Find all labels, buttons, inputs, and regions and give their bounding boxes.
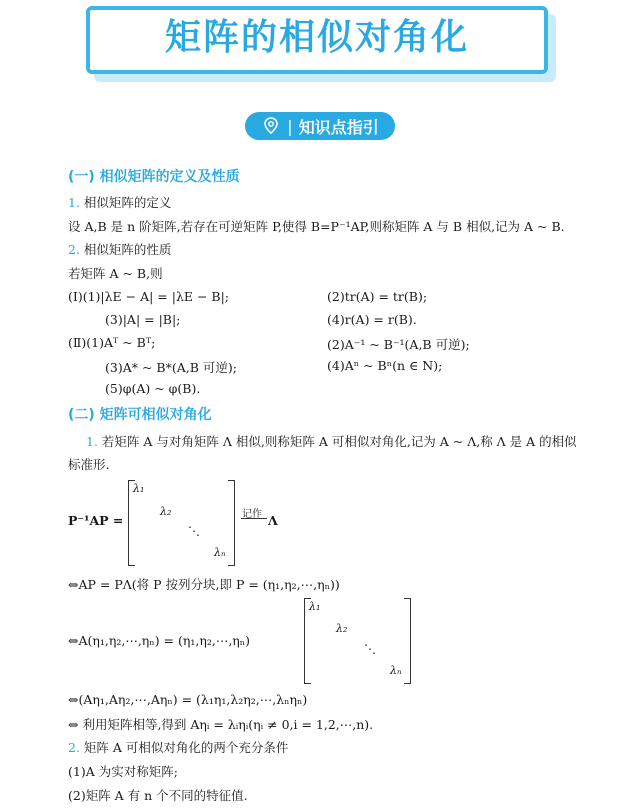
matrix-entry: λₙ [214, 546, 226, 559]
matrix-equation-lhs: P⁻¹AP = [68, 513, 124, 528]
equivalence-step-3: ⇔(Aη₁,Aη₂,⋯,Aηₙ) = (λ₁η₁,λ₂η₂,⋯,λₙηₙ) [68, 692, 308, 707]
lambda-symbol: Λ [268, 513, 278, 528]
pill-separator: | [287, 116, 293, 136]
subheading-number: 1. [86, 434, 98, 449]
diagonalization-line-2: 标准形. [68, 457, 110, 472]
diagonalization-definition [86, 432, 577, 450]
property-i-1: (Ⅰ)(1)|λE − A| = |λE − B|; [68, 289, 230, 304]
property-i-3: (3)|A| = |B|; [105, 312, 181, 327]
condition-2: (2)矩阵 A 有 n 个不同的特征值. [68, 788, 248, 803]
section-pill [245, 112, 395, 140]
subheading-definition [68, 193, 171, 211]
equivalence-step-2: ⇔A(η₁,η₂,⋯,ηₙ) = (η₁,η₂,⋯,ηₙ) [68, 633, 251, 648]
pill-label: 知识点指引 [298, 117, 379, 137]
subheading-text: 矩阵 A 可相似对角化的两个充分条件 [83, 740, 289, 755]
property-ii-2: (2)A⁻¹ ~ B⁻¹(A,B 可逆); [327, 337, 470, 352]
matrix-dots: ⋱ [364, 642, 376, 656]
section-heading-2: (二) 矩阵可相似对角化 [68, 407, 212, 423]
equivalence-step-4: ⇔ 利用矩阵相等,得到 Aηᵢ = λᵢηᵢ(ηᵢ ≠ 0,i = 1,2,⋯,n). [68, 717, 374, 732]
location-pin-icon [261, 116, 281, 136]
definition-text: 设 A,B 是 n 阶矩阵,若存在可逆矩阵 P,使得 B=P⁻¹AP,则称矩阵 A 与 B 相似,记为 A ~ B. [68, 219, 565, 234]
matrix-entry: λ₂ [336, 622, 348, 635]
diagonalization-line-1: 若矩阵 A 与对角矩阵 Λ 相似,则称矩阵 A 可相似对角化,记为 A ~ Λ,称 Λ 是 A 的相似 [101, 434, 577, 449]
matrix-entry: λ₁ [133, 482, 145, 495]
property-i-4: (4)r(A) = r(B). [327, 312, 417, 327]
subheading-text: 相似矩阵的定义 [83, 195, 172, 210]
matrix-dots: ⋱ [188, 524, 200, 538]
section-heading-1: (一) 相似矩阵的定义及性质 [68, 169, 240, 185]
matrix-entry: λ₁ [309, 600, 321, 613]
properties-intro: 若矩阵 A ~ B,则 [68, 266, 163, 281]
defined-as-line [241, 518, 267, 519]
subheading-conditions [68, 738, 288, 756]
matrix-entry: λ₂ [160, 505, 172, 518]
subheading-text: 相似矩阵的性质 [83, 242, 172, 257]
property-i-2: (2)tr(A) = tr(B); [327, 289, 428, 304]
property-ii-3: (3)A* ~ B*(A,B 可逆); [105, 360, 237, 375]
matrix-right-bracket [404, 598, 411, 684]
subheading-properties [68, 240, 171, 258]
subheading-number: 2. [68, 740, 80, 755]
matrix-entry: λₙ [390, 664, 402, 677]
property-ii-1: (Ⅱ)(1)Aᵀ ~ Bᵀ; [68, 335, 156, 350]
page-title: 矩阵的相似对角化 [164, 17, 469, 58]
property-ii-4: (4)Aⁿ ~ Bⁿ(n ∈ N); [327, 358, 443, 373]
subheading-number: 1. [68, 195, 80, 210]
matrix-right-bracket [228, 480, 235, 566]
equivalence-step-1: ⇔AP = PΛ(将 P 按列分块,即 P = (η₁,η₂,⋯,ηₙ)) [68, 577, 340, 592]
subheading-number: 2. [68, 242, 80, 257]
condition-1: (1)A 为实对称矩阵; [68, 764, 178, 779]
property-ii-5: (5)φ(A) ~ φ(B). [105, 381, 201, 396]
defined-as-note: 记作 [242, 509, 262, 520]
